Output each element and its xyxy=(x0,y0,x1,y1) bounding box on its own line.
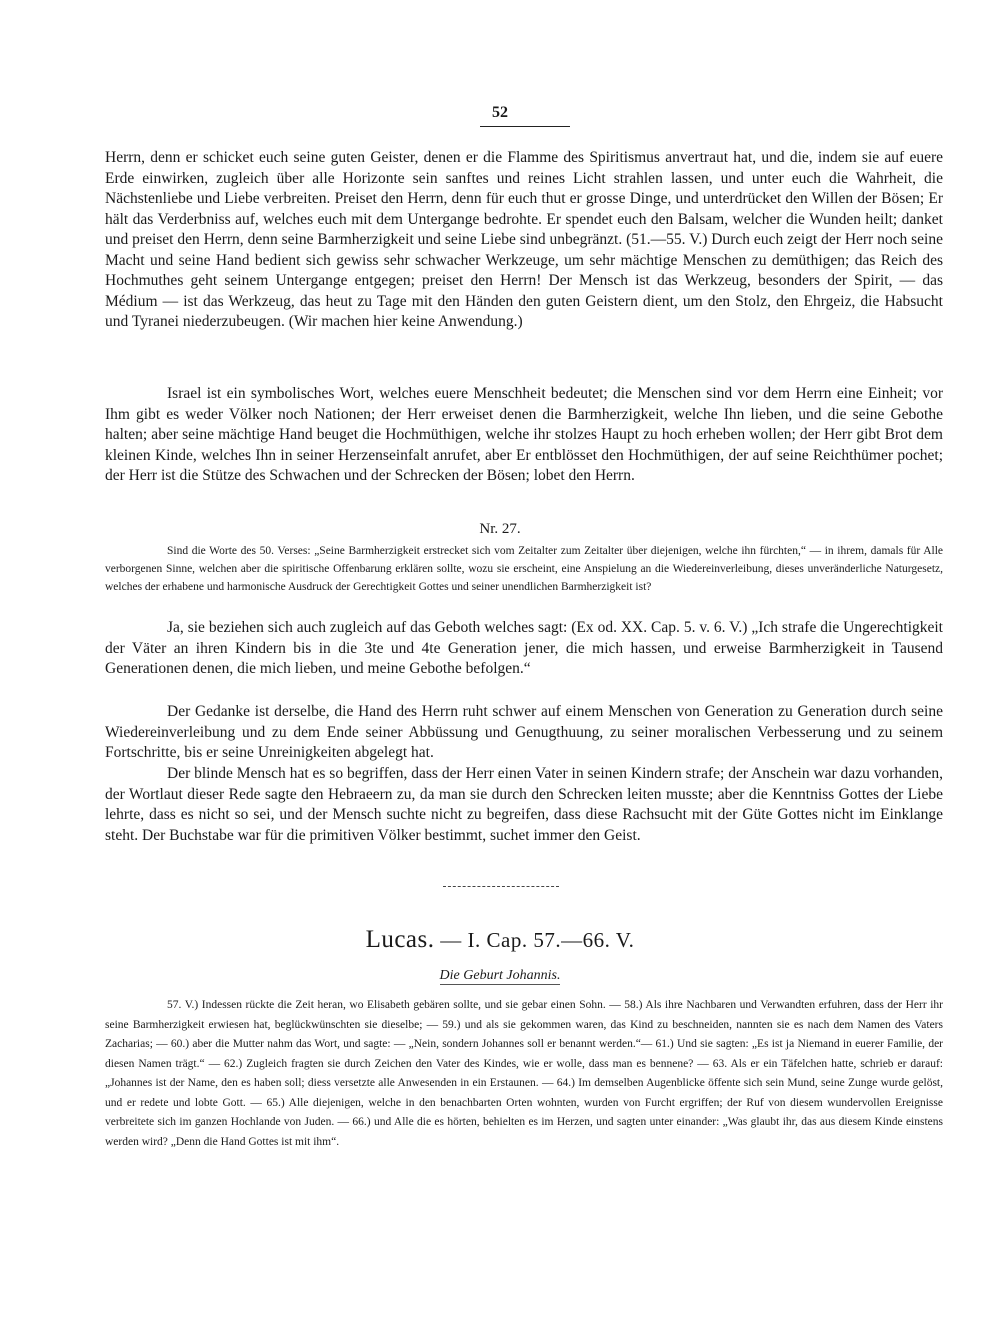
section-title xyxy=(0,968,1000,984)
chapter-title xyxy=(0,926,1000,954)
page-number-rule xyxy=(480,126,570,127)
page-number: 52 xyxy=(492,104,508,121)
body-paragraph-2: Israel ist ein symbolisches Wort, welches euere Menschheit bedeutet; die Menschen sind vor dem Herrn eine Einheit; vor Ihm gibt es weder Völker noch Nationen; der Herr erweiset denen die Barmherzigkeit, welche Ihn lieben, und die seine Gebothe halten; aber seine mächtige Hand beuget die Hochmüthigen, welche ihr stolzes Haupt zu hoch erheben wollen; der Herr gibt Brot dem kleinen Kinde, welches Ihn in seiner Herzenseinfalt anrufet, aber Er entblösset den Hochmüthigen, der auf seine Reichthümer pochet; der Herr ist die Stütze des Schwachen und der Schrecken der Bösen; lobet den Herrn. xyxy=(105,385,943,484)
body-paragraph-1: Herrn, denn er schicket euch seine guten Geister, denen er die Flamme des Spiritismus anvertraut hat, und die, indem sie auf euere Erde einwirken, zugleich über alle Horizonte sein sanftes und reines Licht strahlen lassen, und unter euch die Wahrheit, die Nächstenliebe und Liebe verbreiten. Preiset den Herrn, denn für euch thut er grosse Dinge, und unterdrücket den Willen der Bösen; Er hält das Verderbniss auf, welches euch mit dem Untergange bedrohte. Er spendet euch den Balsam, welcher die Wunden heilt; danket und preiset den Herrn, denn seine Barmherzigkeit und seine Liebe sind unbegränzt. (51.—55. V.) Durch euch zeigt der Herr noch seine Macht und seine Hand bedient sich gewiss sehr schwacher Werkzeuge, um sehr mächtige Menschen zu demüthigen; das Reich des Hochmuthes geht seinem Untergange entgegen; preiset den Herrn! Der Mensch ist das Werkzeug, besonders der Spirit, — das Médium — ist das Werkzeug, das heut zu Tage mit den Händen den guten Geistern dient, um den Stolz, den Ehrgeiz, die Habsucht und Tyranei niederzubeugen. (Wir machen hier keine Anwendung.) xyxy=(105,149,943,330)
question-text: Sind die Worte des 50. Verses: „Seine Barmherzigkeit erstrecket sich vom Zeitalter zum Zeitalter über diejenigen, welche ihn fürchten,“ — in ihrem, damals für Alle verborgenen Sinne, welchen aber die spiritische Offenbarung erklären sollte, wozu sie erscheint, eine Anspielung an die Wiedereinverleibung, dieses unveränderliche Naturgesetz, welches der erhabene und harmonische Ausdruck der Gerechtigkeit Gottes und seiner unendlichen Barmherzigkeit ist? xyxy=(105,545,943,593)
answer-paragraph-2: Der Gedanke ist derselbe, die Hand des Herrn ruht schwer auf einem Menschen von Generation zu Generation durch seine Wiedereinverleibung und zu dem Ende seiner Abbüssung und Genugthuung, zu seiner moralischen Verbesserung und zu seinem Fortschritte, bis er seine Unreinigkeiten abgelegt hat. xyxy=(105,703,943,761)
question-number-heading: Nr. 27. xyxy=(479,521,521,537)
answer-paragraph-3: Der blinde Mensch hat es so begriffen, dass der Herr einen Vater in seinen Kindern strafe; der Anschein war dazu vorhanden, der Wortlaut dieser Rede sagte den Hebraeern zu, da man sie durch den Schrecken leiten musste; aber die Kenntniss Gottes der Liebe lehrte, dass es nicht so sei, und der Mensch suchte nicht zu begreifen, dass diese Rachsucht mit der Güte Gottes nicht im Einklange steht. Der Buchstabe war für die primitiven Völker bestimmt, suchet immer den Geist. xyxy=(105,765,943,844)
section-divider-ornament xyxy=(443,886,559,887)
chapter-reference: — I. Cap. 57.—66. V. xyxy=(440,928,635,952)
answer-paragraph-1: Ja, sie beziehen sich auch zugleich auf das Geboth welches sagt: (Ex od. XX. Cap. 5. v. 6. V.) „Ich strafe die Ungerechtigkeit der Väter an ihren Kindern bis in die 3te und 4te Generation jener, die mich hassen, und erweise Barmherzigkeit in Tausend Generationen denen, die mich lieben, und meine Gebothe befolgen.“ xyxy=(105,619,943,677)
verse-paragraph: 57. V.) Indessen rückte die Zeit heran, wo Elisabeth gebären sollte, und sie gebar einen Sohn. — 58.) Als ihre Nachbaren und Verwandten erfuhren, dass der Herr ihr seine Barmherzigkeit erwiesen hat, beglückwünschten sie dieselbe; — 59.) und als sie gekommen waren, das Kind zu beschneiden, nannten sie es nach dem Namen des Vaters Zacharias; — 60.) aber die Mutter nahm das Wort, und sagte: — „Nein, sondern Johannes soll er benannt werden.“— 61.) Und sie sagten: „Es ist ja Niemand in euerer Familie, der diesen Namen trägt.“ — 62.) Zugleich fragten sie durch Zeichen den Vater des Kindes, wie er wolle, dass man es bennene? — 63. Als er ein Täfelchen hatte, schrieb er darauf: „Johannes ist der Name, den es haben soll; diess versetzte alle Anwesenden in ein Erstaunen. — 64.) Im demselben Augenblicke öffente sich sein Mund, seine Zunge wurde gelöst, und er redete und lobte Gott. — 65.) Alle diejenigen, welche in den benachbarten Orten wohnten, wurden von Furcht ergriffen; der Ruf von diesem wundervollen Ereignisse verbreitete sich im ganzen Hochlande von Juden. — 66.) und Alle die es hörten, behielten es im Herzen, und sagten unter einander: „Was glaubt ihr, das aus diesem Kinde einstens werden wird? „Denn die Hand Gottes ist mit ihm“. xyxy=(105,999,943,1148)
section-title-text: Die Geburt Johannis. xyxy=(439,968,561,983)
chapter-name: Lucas. xyxy=(365,926,435,953)
